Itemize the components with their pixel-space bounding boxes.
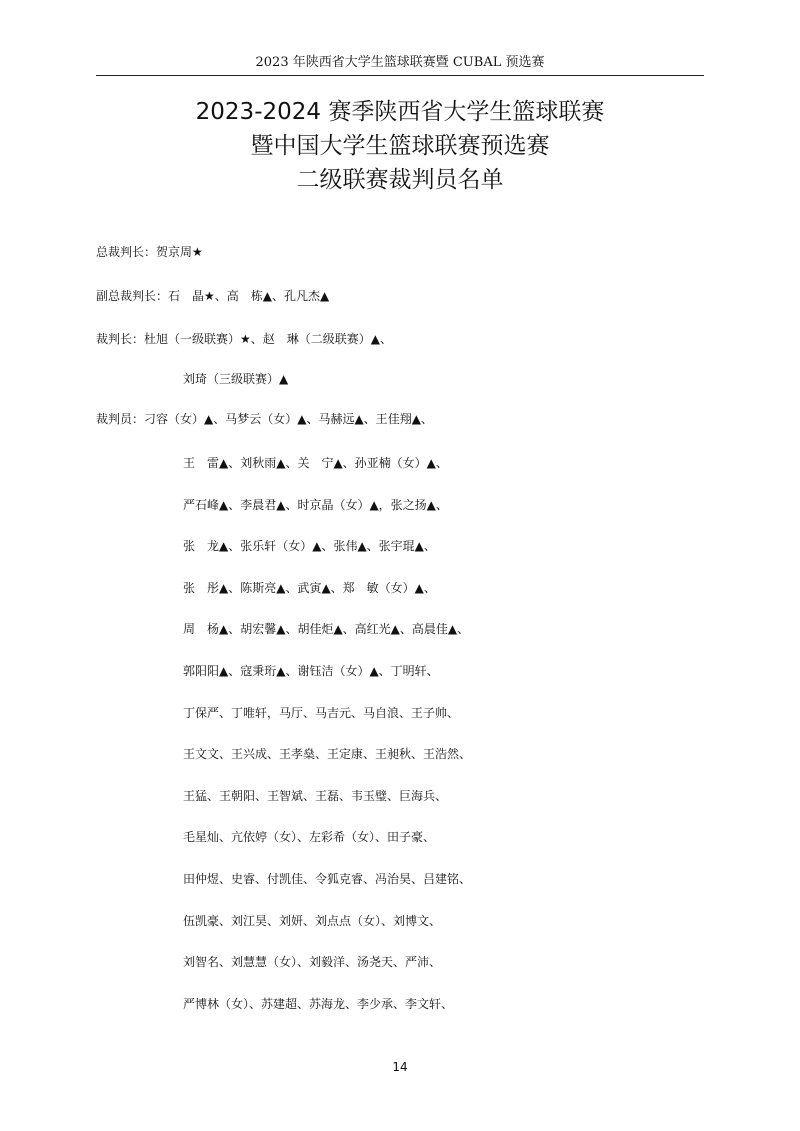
chief-referee-line: 总裁判长：贺京周★ bbox=[96, 245, 203, 259]
referees-line-cont: 丁保严、丁唯轩，马厅、马吉元、马自浪、王子帅、 bbox=[183, 706, 460, 720]
referees-line-cont: 伍凯豪、刘江昊、刘妍、刘点点（女）、刘博文、 bbox=[183, 914, 442, 928]
running-header: 2023 年陕西省大学生篮球联赛暨 CUBAL 预选赛 bbox=[96, 51, 704, 76]
referees-line-cont: 郭阳阳▲、寇秉珩▲、谢钰洁（女）▲、丁明轩、 bbox=[183, 664, 439, 678]
referees-line-cont: 张 彤▲、陈斯亮▲、武寅▲、郑 敏（女）▲、 bbox=[183, 581, 436, 595]
referees-line-cont: 王文文、王兴成、王孝燊、王定康、王昶秋、王浩然、 bbox=[183, 747, 472, 761]
referees-line-cont: 王猛、王朝阳、王智斌、王磊、韦玉璧、巨海兵、 bbox=[183, 789, 448, 803]
referees-line-cont: 周 杨▲、胡宏馨▲、胡佳炬▲、高红光▲、高晨佳▲、 bbox=[183, 622, 470, 636]
head-referee-line: 裁判长：杜旭（一级联赛）★、赵 琳（二级联赛）▲、 bbox=[96, 332, 392, 346]
referees-line-cont: 毛星灿、亢依婷（女）、左彩希（女）、田子豪、 bbox=[183, 830, 436, 844]
page-number: 14 bbox=[392, 1060, 408, 1074]
head-referee-line-cont: 刘琦（三级联赛）▲ bbox=[183, 372, 289, 386]
referees-line-cont: 田仲煜、史睿、付凯佳、令狐克睿、冯治昊、吕建铭、 bbox=[183, 872, 472, 886]
referees-line-cont: 严石峰▲、李晨君▲、时京晶（女）▲，张之扬▲、 bbox=[183, 498, 448, 512]
title-line-2: 暨中国大学生篮球联赛预选赛 bbox=[250, 133, 550, 159]
referees-line-cont: 刘智名、刘慧慧（女）、刘毅洋、汤尧天、严沛、 bbox=[183, 955, 442, 969]
referees-line: 裁判员：刁容（女）▲、马梦云（女）▲、马赫远▲、王佳翔▲、 bbox=[96, 412, 433, 426]
title-line-3: 二级联赛裁判员名单 bbox=[296, 167, 504, 193]
title-line-1: 2023-2024 赛季陕西省大学生篮球联赛 bbox=[195, 99, 605, 125]
document-title bbox=[0, 95, 800, 197]
referees-line-cont: 王 雷▲、刘秋雨▲、关 宁▲、孙亚楠（女）▲、 bbox=[183, 456, 448, 470]
referees-line-cont: 严博林（女）、苏建超、苏海龙、李少承、李文轩、 bbox=[183, 997, 454, 1011]
deputy-chief-referee-line: 副总裁判长：石 晶★、高 栋▲、孔凡杰▲ bbox=[96, 289, 330, 303]
referees-line-cont: 张 龙▲、张乐轩（女）▲、张伟▲、张宇琨▲、 bbox=[183, 539, 436, 553]
